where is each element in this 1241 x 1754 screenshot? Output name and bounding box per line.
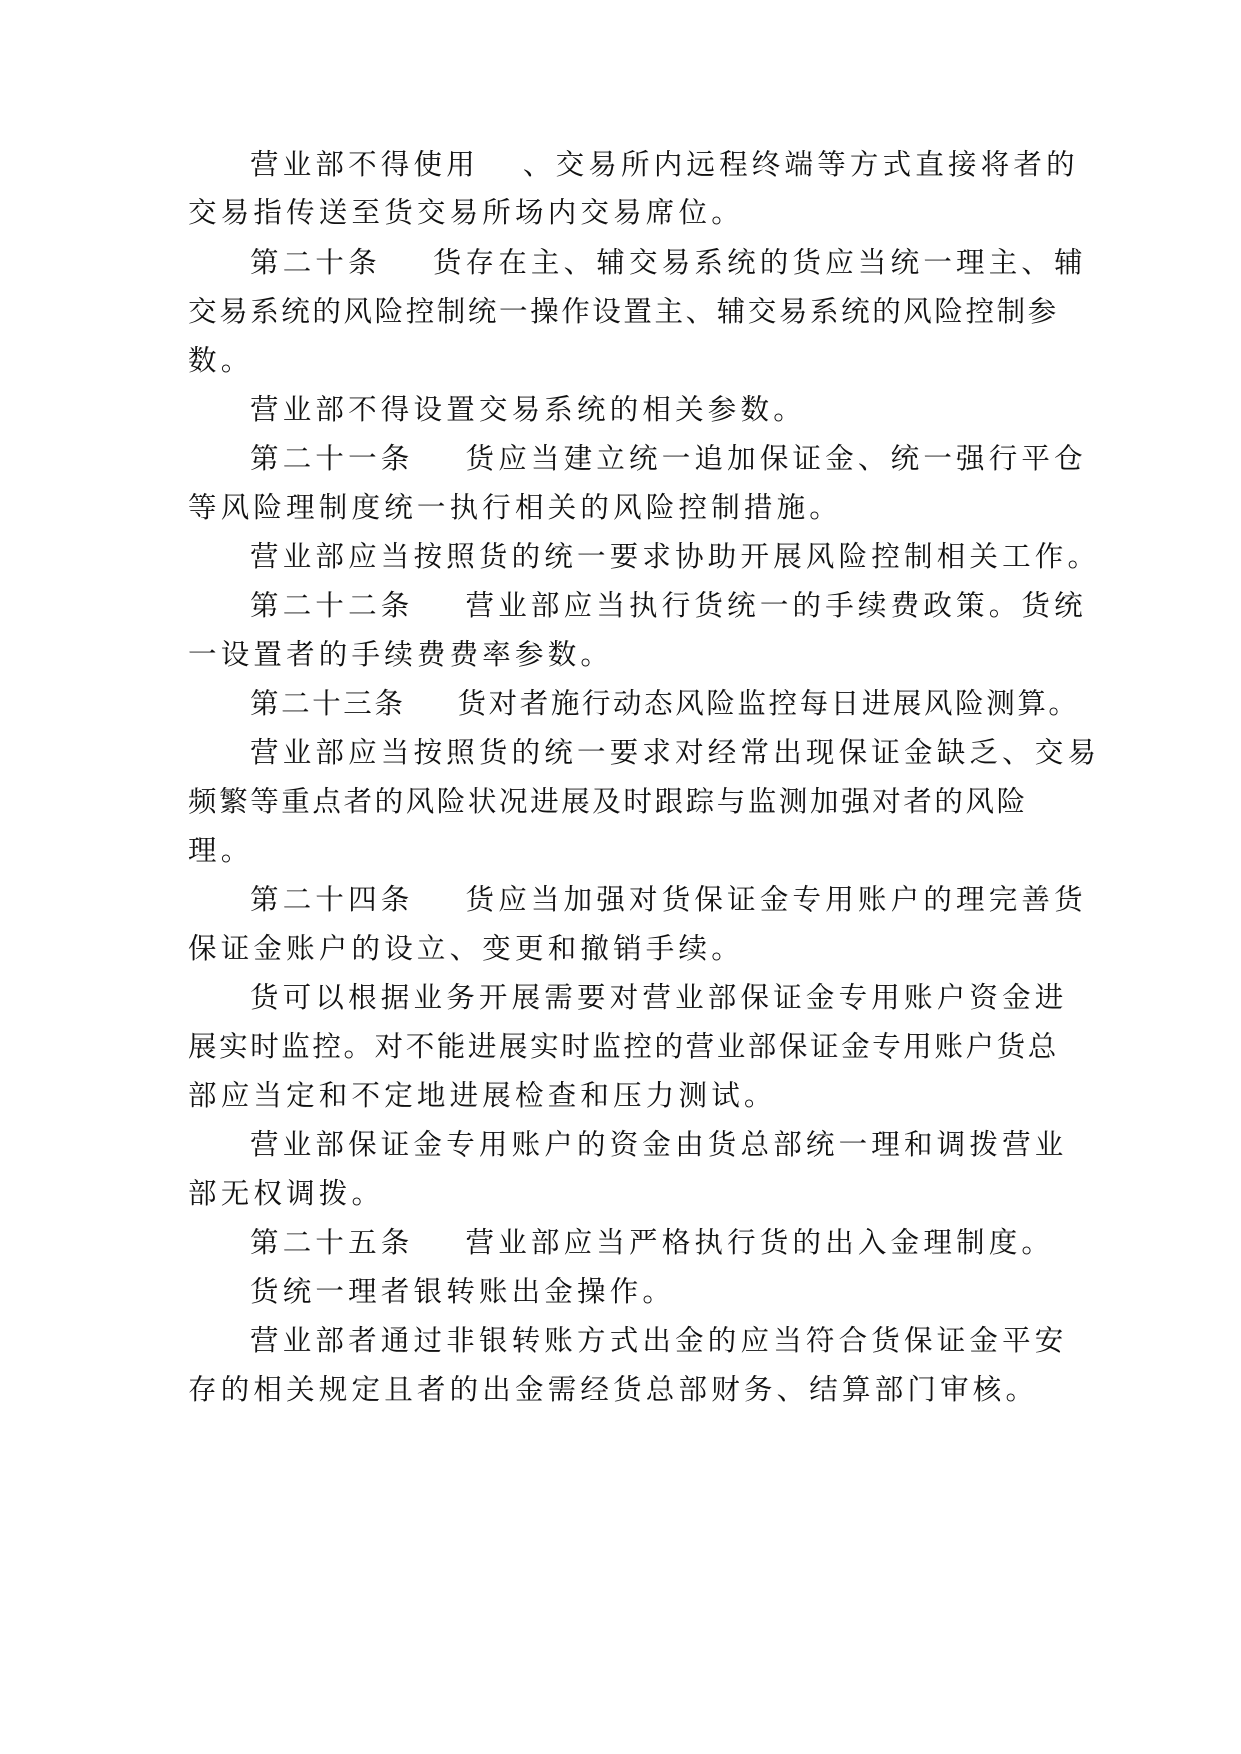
paragraph-line: 部无权调拨。 <box>188 1177 385 1210</box>
paragraph-line: 存的相关规定且者的出金需经货总部财务、结算部门审核。 <box>188 1373 1039 1406</box>
line-text-part: 货存在主、辅交易系统的货应当统一理主、辅 <box>432 246 1087 279</box>
paragraph-line: 货统一理者银转账出金操作。 <box>250 1275 676 1308</box>
paragraph-line: 保证金账户的设立、变更和撤销手续。 <box>188 932 744 965</box>
line-text-part: 营业部应当严格执行货的出入金理制度。 <box>465 1226 1055 1259</box>
line-text-part: 营业部应当执行货统一的手续费政策。货统 <box>465 589 1087 622</box>
article-number: 第二十四条 <box>250 883 414 916</box>
paragraph-line: 一设置者的手续费费率参数。 <box>188 638 614 671</box>
article-heading-line <box>250 439 1087 479</box>
article-heading-line <box>250 243 1087 283</box>
paragraph-line: 营业部保证金专用账户的资金由货总部统一理和调拨营业 <box>250 1128 1068 1161</box>
line-text-part: 货对者施行动态风险监控每日进展风险测算。 <box>457 687 1080 720</box>
article-heading-line <box>250 684 1080 724</box>
article-heading-line <box>250 1223 1070 1263</box>
article-heading-line <box>250 880 1087 920</box>
article-number: 第二十一条 <box>250 442 414 475</box>
paragraph-line: 展实时监控。对不能进展实时监控的营业部保证金专用账户货总 <box>188 1030 1059 1063</box>
line-text-part: 货应当建立统一追加保证金、统一强行平仓 <box>465 442 1087 475</box>
paragraph-line: 营业部不得设置交易系统的相关参数。 <box>250 393 806 426</box>
article-heading-line <box>250 586 1087 626</box>
line-text-part: 、交易所内远程终端等方式直接将者的 <box>522 148 1079 181</box>
paragraph-line <box>250 145 1079 185</box>
paragraph-line: 等风险理制度统一执行相关的风险控制措施。 <box>188 491 843 524</box>
article-number: 第二十条 <box>250 246 381 279</box>
paragraph-line: 部应当定和不定地进展检查和压力测试。 <box>188 1079 777 1112</box>
article-number: 第二十五条 <box>250 1226 414 1259</box>
article-number: 第二十三条 <box>250 687 406 720</box>
paragraph-line: 数。 <box>188 344 254 377</box>
paragraph-line: 营业部应当按照货的统一要求对经常出现保证金缺乏、交易 <box>250 736 1101 769</box>
paragraph-line: 交易系统的风险控制统一操作设置主、辅交易系统的风险控制参 <box>188 295 1059 328</box>
paragraph-line: 频繁等重点者的风险状况进展及时跟踪与监测加强对者的风险 <box>188 785 1028 818</box>
paragraph-line: 营业部者通过非银转账方式出金的应当符合货保证金平安 <box>250 1324 1068 1357</box>
paragraph-line: 营业部应当按照货的统一要求协助开展风险控制相关工作。 <box>250 540 1101 573</box>
paragraph-line: 交易指传送至货交易所场内交易席位。 <box>188 196 744 229</box>
article-number: 第二十二条 <box>250 589 414 622</box>
line-text-part: 货应当加强对货保证金专用账户的理完善货 <box>465 883 1087 916</box>
paragraph-line: 货可以根据业务开展需要对营业部保证金专用账户资金进 <box>250 981 1068 1014</box>
paragraph-line: 理。 <box>188 834 254 867</box>
line-text-part: 营业部不得使用 <box>250 148 479 181</box>
